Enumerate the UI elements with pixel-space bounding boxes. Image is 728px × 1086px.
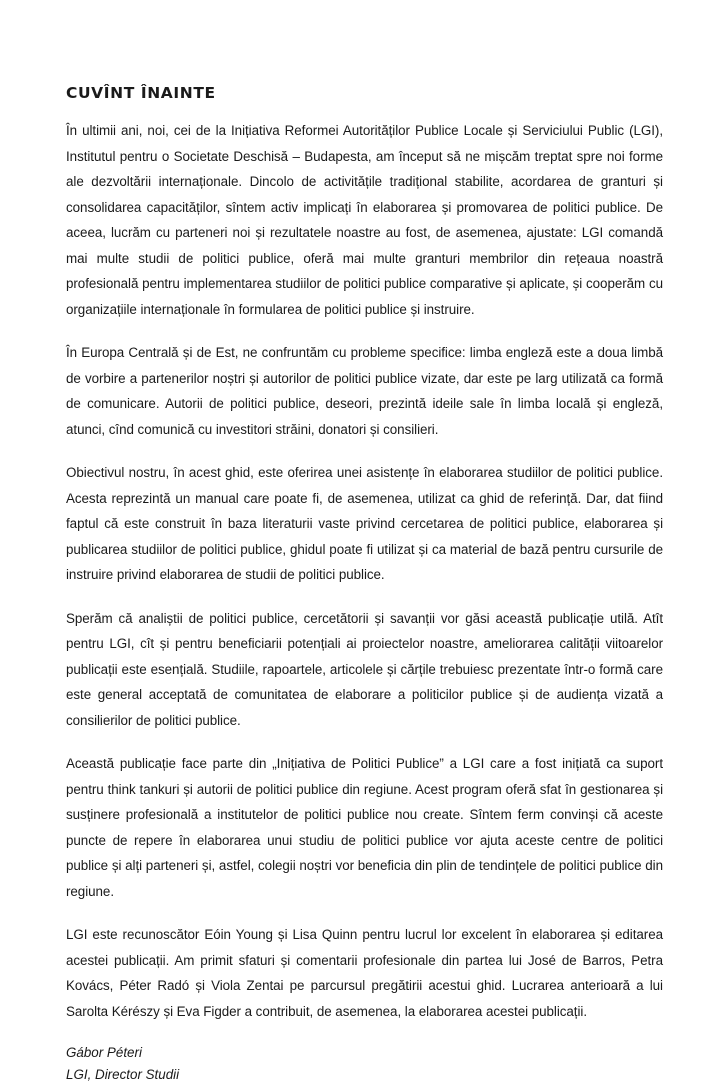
document-page xyxy=(66,82,663,1086)
paragraph-publication-initiative: Această publicație face parte din „Inițiativa de Politici Publice” a LGI care a fost inițiată ca suport pentru think tankuri și autorii de politici publice din regiune. Acest program oferă sfat în gestionarea și susținere profesională a institutelor de politici publice nou create. Sîntem ferm convinși că aceste puncte de repere în elaborarea unui studiu de politici publice vor ajuta aceste centre de politici publice și alți parteneri și, astfel, colegii noștri vor beneficia din plin de tendințele de politici publice din regiune. xyxy=(66,756,663,899)
paragraph-acknowledgements: LGI este recunoscător Eóin Young și Lisa Quinn pentru lucrul lor excelent în elaborarea și editarea acestei publicații. Am primit sfaturi și comentarii profesionale din partea lui José de Barros, Petra Kovács, Péter Radó și Viola Zentai pe parcursul pregătirii acestui ghid. Lucrarea anterioară a lui Sarolta Kérészy și Eva Figder a contribuit, de asemenea, la elaborarea acestei publicații. xyxy=(66,927,663,1019)
page-title: CUVÎNT ÎNAINTE xyxy=(66,84,216,102)
signature-block xyxy=(66,1042,663,1086)
paragraph-central-eastern-europe: În Europa Centrală și de Est, ne confruntăm cu probleme specifice: limba engleză este a doua limbă de vorbire a partenerilor noștri și autorilor de politici publice vizate, dar este pe larg utilizată ca formă de comunicare. Autorii de politici publice, deseori, prezintă ideile sale în limba locală și engleză, atunci, cînd comunică cu investitori străini, donatori și consilieri. xyxy=(66,345,663,437)
paragraph-hope: Sperăm că analiștii de politici publice, cercetătorii și savanții vor găsi această publicație utilă. Atît pentru LGI, cît și pentru beneficiarii potențiali ai proiectelor noastre, ameliorarea calității viitoarelor publicații este esențială. Studiile, rapoartele, articolele și cărțile trebuiesc prezentate într-o formă care este general acceptată de comunitatea de elaborare a politicilor publice și de audiența vizată a consilierilor de politici publice. xyxy=(66,610,663,728)
paragraph-objective: Obiectivul nostru, în acest ghid, este oferirea unei asistențe în elaborarea studiilor de politici publice. Acesta reprezintă un manual care poate fi, de asemenea, utilizat ca ghid de referință. Dar, dat fiind faptul că este construit în baza literaturii vaste privind cercetarea de politici publice, elaborarea și publicarea studiilor de politici publice, ghidul poate fi utilizat și ca material de bază pentru cursurile de instruire privind elaborarea de studii de politici publice. xyxy=(66,465,663,582)
signature-name: Gábor Péteri xyxy=(66,1045,142,1060)
signature-role: LGI, Director Studii xyxy=(66,1067,180,1082)
paragraph-intro: În ultimii ani, noi, cei de la Inițiativa Reformei Autorităților Publice Locale și Serviciului Public (LGI), Institutul pentru o Societate Deschisă – Budapesta, am început să ne mișcăm treptat spre noi forme ale dezvoltării internaționale. Dincolo de activitățile tradițional stabilite, acordarea de granturi și consolidarea capacităților, sîntem activ implicați în elaborarea și promovarea de politici publice. De aceea, lucrăm cu parteneri noi și rezultatele noastre au fost, de asemenea, ajustate: LGI comandă mai multe studii de politici publice, oferă mai multe granturi membrilor din rețeaua noastră profesională pentru implementarea studiilor de politici publice comparative și aplicate, și cooperăm cu organizațiile internaționale în formularea de politici publice și instruire. xyxy=(66,123,663,317)
